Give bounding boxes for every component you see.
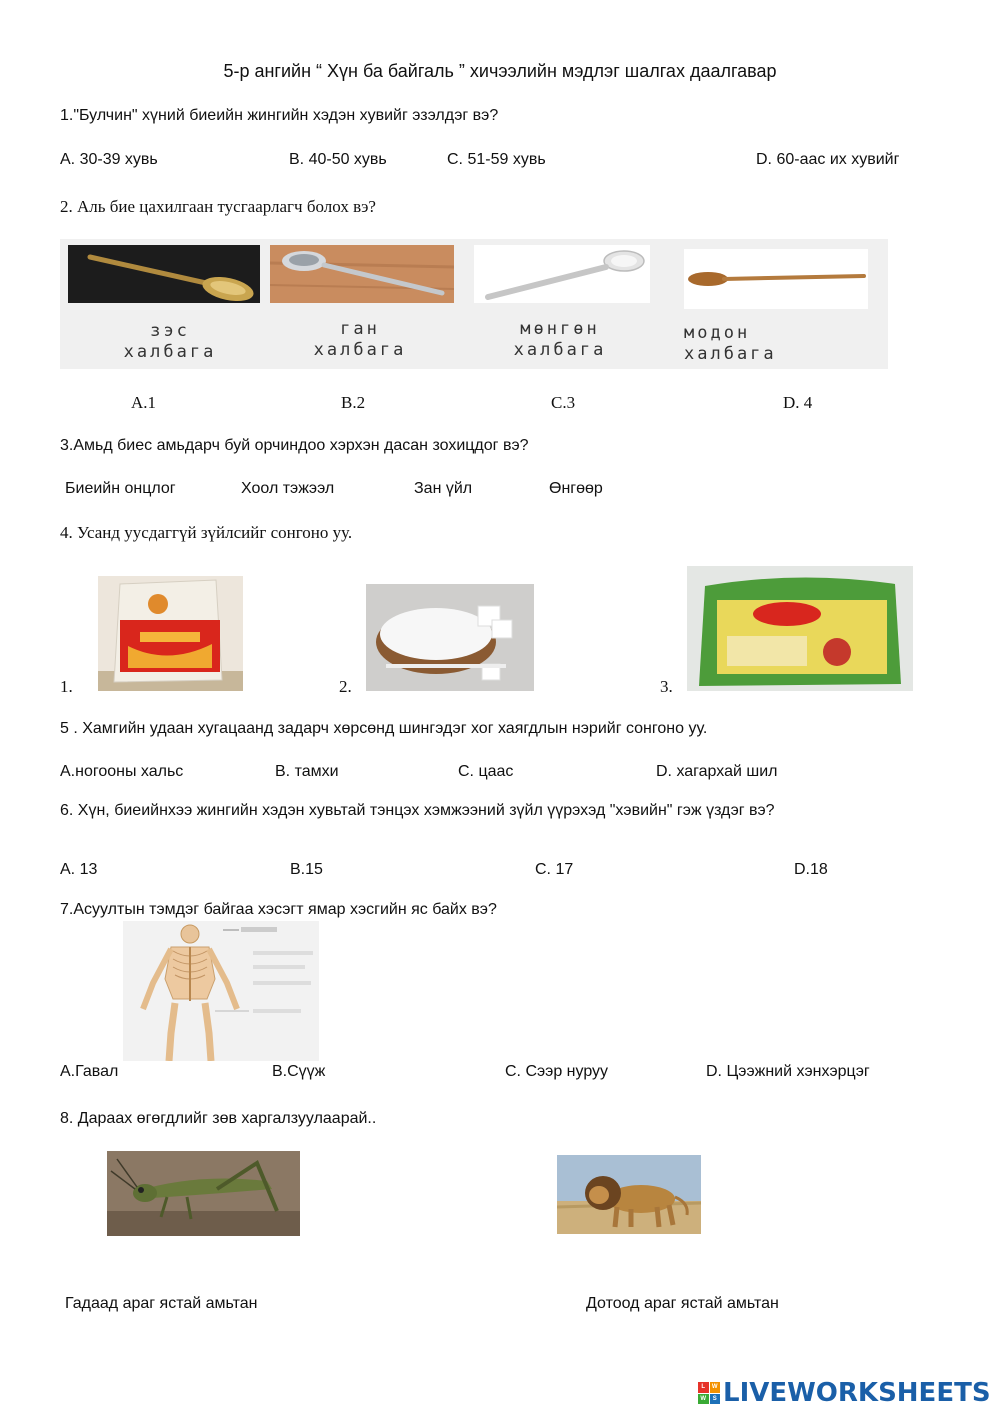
liveworksheets-logo-icon: [698, 1382, 720, 1404]
question-2: 2. Аль бие цахилгаан тусгаарлагч болох вэ?: [60, 197, 376, 216]
q7-option-c[interactable]: C. Сээр нуруу: [505, 1063, 609, 1080]
q1-option-d[interactable]: D. 60-аас их хувийг: [756, 151, 900, 168]
q3-option-2[interactable]: Хоол тэжээл: [241, 480, 335, 497]
spoon-label-4: модон халбага: [684, 323, 777, 364]
question-1: 1."Булчин" хүний биеийн жингийн хэдэн хувийг эзэлдэг вэ?: [60, 107, 499, 124]
flour-bag-image: [98, 576, 243, 691]
q6-option-d[interactable]: D.18: [794, 861, 828, 878]
q7-option-a[interactable]: A.Гавал: [60, 1063, 119, 1080]
q2-option-b[interactable]: B.2: [341, 393, 366, 412]
q2-option-d[interactable]: D. 4: [783, 393, 813, 412]
q5-option-a[interactable]: A.ногооны хальс: [60, 763, 184, 780]
brand-name: LIVEWORKSHEETS: [723, 1378, 991, 1408]
spoon-label-1: зэс халбага: [123, 321, 217, 362]
spoon-image-panel: [60, 239, 888, 369]
q7-option-b[interactable]: B.Сүүж: [272, 1063, 326, 1080]
lion-image[interactable]: [557, 1155, 701, 1234]
q4-label-1: 1.: [60, 677, 73, 696]
logo-cell: W: [698, 1394, 709, 1405]
wooden-spoon-image: [684, 249, 868, 309]
q3-option-4[interactable]: Өнгөөр: [549, 480, 603, 497]
q6-option-a[interactable]: A. 13: [60, 861, 98, 878]
page-title: 5-р ангийн “ Хүн ба байгаль ” хичээлийн мэдлэг шалгах даалгавар: [223, 61, 777, 81]
q2-option-c[interactable]: C.3: [551, 393, 576, 412]
q1-option-b[interactable]: B. 40-50 хувь: [289, 151, 387, 168]
category-exoskeleton[interactable]: Гадаад араг ястай амьтан: [65, 1295, 258, 1312]
question-5: 5 . Хамгийн удаан хугацаанд задарч хөрсөнд шингэдэг хог хаягдлын нэрийг сонгоно уу.: [60, 720, 708, 737]
logo-cell: W: [710, 1382, 721, 1393]
q1-option-c[interactable]: C. 51-59 хувь: [447, 151, 546, 168]
steel-spoon-image: [270, 245, 454, 303]
spoon-label-2: ган халбага: [313, 319, 407, 360]
question-6: 6. Хүн, биеийнхээ жингийн хэдэн хувьтай тэнцэх хэмжээний зүйл үүрэхэд "хэвийн" гэж үздэг вэ?: [60, 802, 775, 819]
q5-option-b[interactable]: B. тамхи: [275, 763, 339, 780]
liveworksheets-logo: [698, 1378, 991, 1408]
question-3: 3.Амьд биес амьдарч буй орчиндоо хэрхэн дасан зохицдог вэ?: [60, 437, 529, 454]
q6-option-c[interactable]: C. 17: [535, 861, 574, 878]
q1-option-a[interactable]: A. 30-39 хувь: [60, 151, 158, 168]
question-7: 7.Асуултын тэмдэг байгаа хэсэгт ямар хэсгийн яс байх вэ?: [60, 901, 497, 918]
q4-label-3: 3.: [660, 677, 673, 696]
sugar-spoon-image: [366, 584, 534, 691]
question-4: 4. Усанд уусдаггүй зүйлсийг сонгоно уу.: [60, 523, 353, 542]
category-endoskeleton[interactable]: Дотоод араг ястай амьтан: [586, 1295, 779, 1312]
q7-option-d[interactable]: D. Цээжний хэнхэрцэг: [706, 1063, 870, 1080]
spoon-label-3: мөнгөн халбага: [513, 319, 607, 360]
skeleton-image: [123, 921, 319, 1061]
silver-spoon-image: [474, 245, 650, 303]
grasshopper-image[interactable]: [107, 1151, 300, 1236]
rice-bag-image: [687, 566, 913, 691]
q6-option-b[interactable]: B.15: [290, 861, 323, 878]
q3-option-1[interactable]: Биеийн онцлог: [65, 480, 176, 497]
question-8: 8. Дараах өгөгдлийг зөв харгалзуулаарай..: [60, 1110, 377, 1127]
logo-cell: S: [710, 1394, 721, 1405]
q5-option-c[interactable]: C. цаас: [458, 763, 514, 780]
copper-spoon-image: [68, 245, 260, 303]
q3-option-3[interactable]: Зан үйл: [414, 480, 473, 497]
q5-option-d[interactable]: D. хагархай шил: [656, 763, 778, 780]
q4-label-2: 2.: [339, 677, 352, 696]
logo-cell: L: [698, 1382, 709, 1393]
q2-option-a[interactable]: A.1: [131, 393, 157, 412]
